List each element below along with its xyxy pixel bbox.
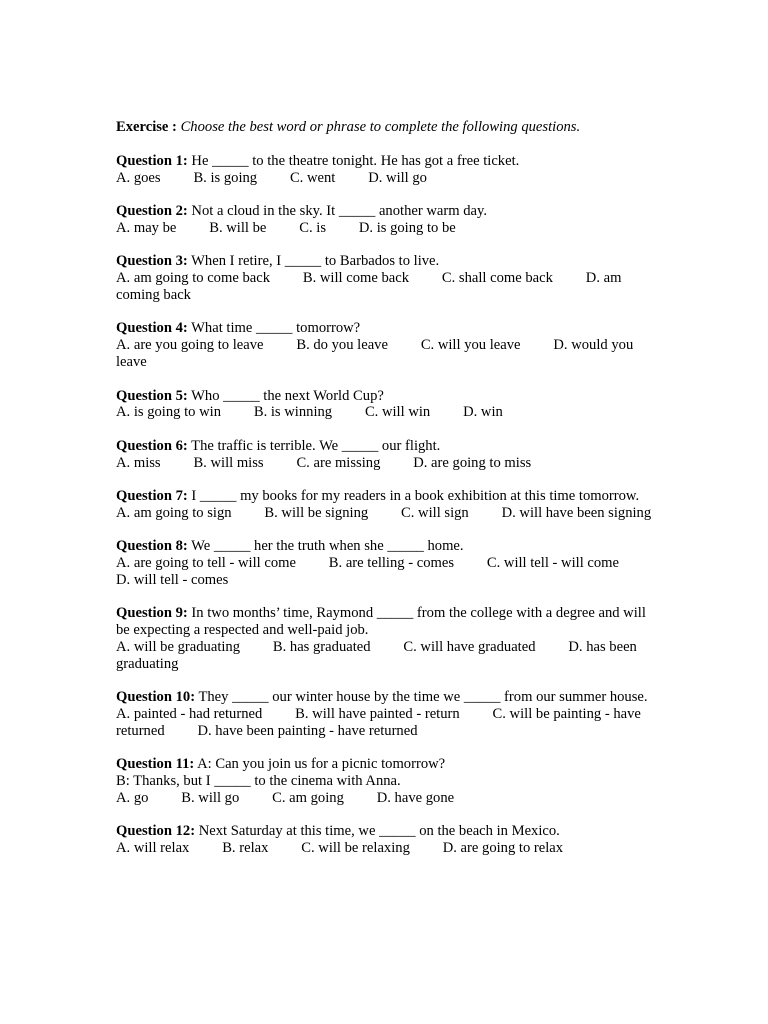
question-5 <box>116 388 656 422</box>
answer-option: B. will miss <box>193 454 264 471</box>
answer-option: D. have been painting - have returned <box>197 722 418 739</box>
answer-option: A. go <box>116 789 149 806</box>
answer-option: C. will sign <box>401 504 469 521</box>
exercise-label: Exercise : <box>116 119 177 135</box>
question-label: Question 2: <box>116 203 188 220</box>
question-label: Question 1: <box>116 152 188 169</box>
question-2 <box>116 203 656 237</box>
answer-option: A. am going to sign <box>116 504 232 521</box>
question-7 <box>116 488 656 522</box>
answer-options <box>116 220 656 237</box>
answer-option: C. will tell - will come <box>486 555 620 572</box>
answer-option: A. are you going to leave <box>116 337 264 354</box>
answer-options <box>116 790 656 807</box>
answer-options <box>116 639 656 673</box>
question-text: He _____ to the theatre tonight. He has got a free ticket. <box>191 152 520 169</box>
question-text: The traffic is terrible. We _____ our flight. <box>191 437 441 454</box>
answer-options <box>116 706 656 740</box>
answer-option: B. will be <box>209 219 267 236</box>
question-stem <box>116 488 656 505</box>
question-text: Who _____ the next World Cup? <box>191 387 384 404</box>
exercise-instruction: Choose the best word or phrase to complete the following questions. <box>180 119 581 135</box>
answer-option: D. will have been signing <box>501 504 652 521</box>
question-text: In two months’ time, Raymond _____ from the college with a degree and will be expecting a respected and well-paid job. <box>116 605 646 639</box>
question-text: Next Saturday at this time, we _____ on the beach in Mexico. <box>198 823 560 840</box>
answer-options <box>116 455 656 472</box>
answer-option: B. is winning <box>253 404 333 421</box>
question-stem <box>116 320 656 337</box>
question-stem <box>116 689 656 706</box>
question-10 <box>116 689 656 739</box>
answer-option: D. would you leave <box>116 337 634 371</box>
question-list <box>116 153 656 857</box>
answer-options <box>116 170 656 187</box>
answer-options <box>116 270 656 304</box>
answer-options <box>116 505 656 522</box>
answer-option: C. will be relaxing <box>301 840 410 857</box>
answer-option: D. have gone <box>376 789 455 806</box>
answer-option: A. painted - had returned <box>116 706 263 723</box>
question-8 <box>116 538 656 588</box>
question-stem <box>116 253 656 270</box>
question-label: Question 11: <box>116 756 195 773</box>
answer-options <box>116 337 656 371</box>
question-text: They _____ our winter house by the time we _____ from our summer house. <box>198 689 648 706</box>
question-stem <box>116 756 656 773</box>
question-12 <box>116 823 656 857</box>
answer-option: A. goes <box>116 169 161 186</box>
answer-option: D. win <box>463 404 503 421</box>
question-6 <box>116 438 656 472</box>
answer-option: C. shall come back <box>441 270 553 287</box>
answer-option: A. am going to come back <box>116 270 271 287</box>
question-text: Not a cloud in the sky. It _____ another warm day. <box>191 203 488 220</box>
question-stem <box>116 605 656 639</box>
answer-option: C. went <box>289 169 336 186</box>
question-label: Question 5: <box>116 387 188 404</box>
question-label: Question 9: <box>116 605 188 622</box>
answer-options <box>116 555 656 589</box>
question-label: Question 12: <box>116 823 196 840</box>
question-11 <box>116 756 656 806</box>
question-text: When I retire, I _____ to Barbados to live. <box>191 253 440 270</box>
question-text: We _____ her the truth when she _____ home. <box>191 538 464 555</box>
question-stem <box>116 538 656 555</box>
question-text: I _____ my books for my readers in a book exhibition at this time tomorrow. <box>191 488 640 505</box>
question-9 <box>116 605 656 672</box>
answer-option: C. will win <box>364 404 431 421</box>
answer-option: D. are going to miss <box>413 454 532 471</box>
answer-options <box>116 840 656 857</box>
question-stem <box>116 203 656 220</box>
question-text: B: Thanks, but I _____ to the cinema with Anna. <box>116 773 401 790</box>
answer-option: B. will come back <box>302 270 410 287</box>
question-label: Question 8: <box>116 538 188 555</box>
answer-option: C. will be painting - have returned <box>116 706 641 739</box>
answer-option: B. relax <box>222 840 269 857</box>
question-text: A: Can you join us for a picnic tomorrow? <box>197 756 446 773</box>
answer-option: B. are telling - comes <box>328 555 455 572</box>
answer-option: D. is going to be <box>358 219 456 236</box>
answer-option: A. miss <box>116 454 161 471</box>
exercise-heading <box>116 119 656 136</box>
answer-option: B. is going <box>193 169 258 186</box>
answer-option: B. has graduated <box>272 639 371 656</box>
answer-option: A. are going to tell - will come <box>116 555 296 572</box>
question-text: What time _____ tomorrow? <box>191 320 361 337</box>
question-label: Question 10: <box>116 689 196 706</box>
question-stem <box>116 388 656 405</box>
answer-option: B. will go <box>181 789 240 806</box>
answer-option: B. will be signing <box>264 504 369 521</box>
answer-option: A. will relax <box>116 840 190 857</box>
question-stem <box>116 823 656 840</box>
document-page <box>116 119 656 874</box>
question-stem <box>116 773 656 790</box>
question-stem <box>116 153 656 170</box>
question-4 <box>116 320 656 370</box>
question-label: Question 3: <box>116 253 188 270</box>
answer-options <box>116 404 656 421</box>
answer-option: A. may be <box>116 219 177 236</box>
answer-option: C. am going <box>272 789 344 806</box>
answer-option: B. do you leave <box>296 337 388 354</box>
answer-option: A. is going to win <box>116 404 221 421</box>
question-label: Question 4: <box>116 320 188 337</box>
answer-option: C. are missing <box>296 454 381 471</box>
answer-option: D. are going to relax <box>442 840 564 857</box>
question-3 <box>116 253 656 303</box>
answer-option: D. am coming back <box>116 270 622 303</box>
answer-option: D. will tell - comes <box>116 571 229 588</box>
question-1 <box>116 153 656 187</box>
answer-option: C. will you leave <box>420 337 521 354</box>
question-label: Question 6: <box>116 437 188 454</box>
question-stem <box>116 438 656 455</box>
answer-option: D. has been graduating <box>116 639 637 672</box>
answer-option: B. will have painted - return <box>295 706 460 723</box>
answer-option: C. will have graduated <box>403 639 536 656</box>
answer-option: C. is <box>299 219 327 236</box>
answer-option: A. will be graduating <box>116 639 241 656</box>
question-label: Question 7: <box>116 488 188 505</box>
answer-option: D. will go <box>368 169 427 186</box>
